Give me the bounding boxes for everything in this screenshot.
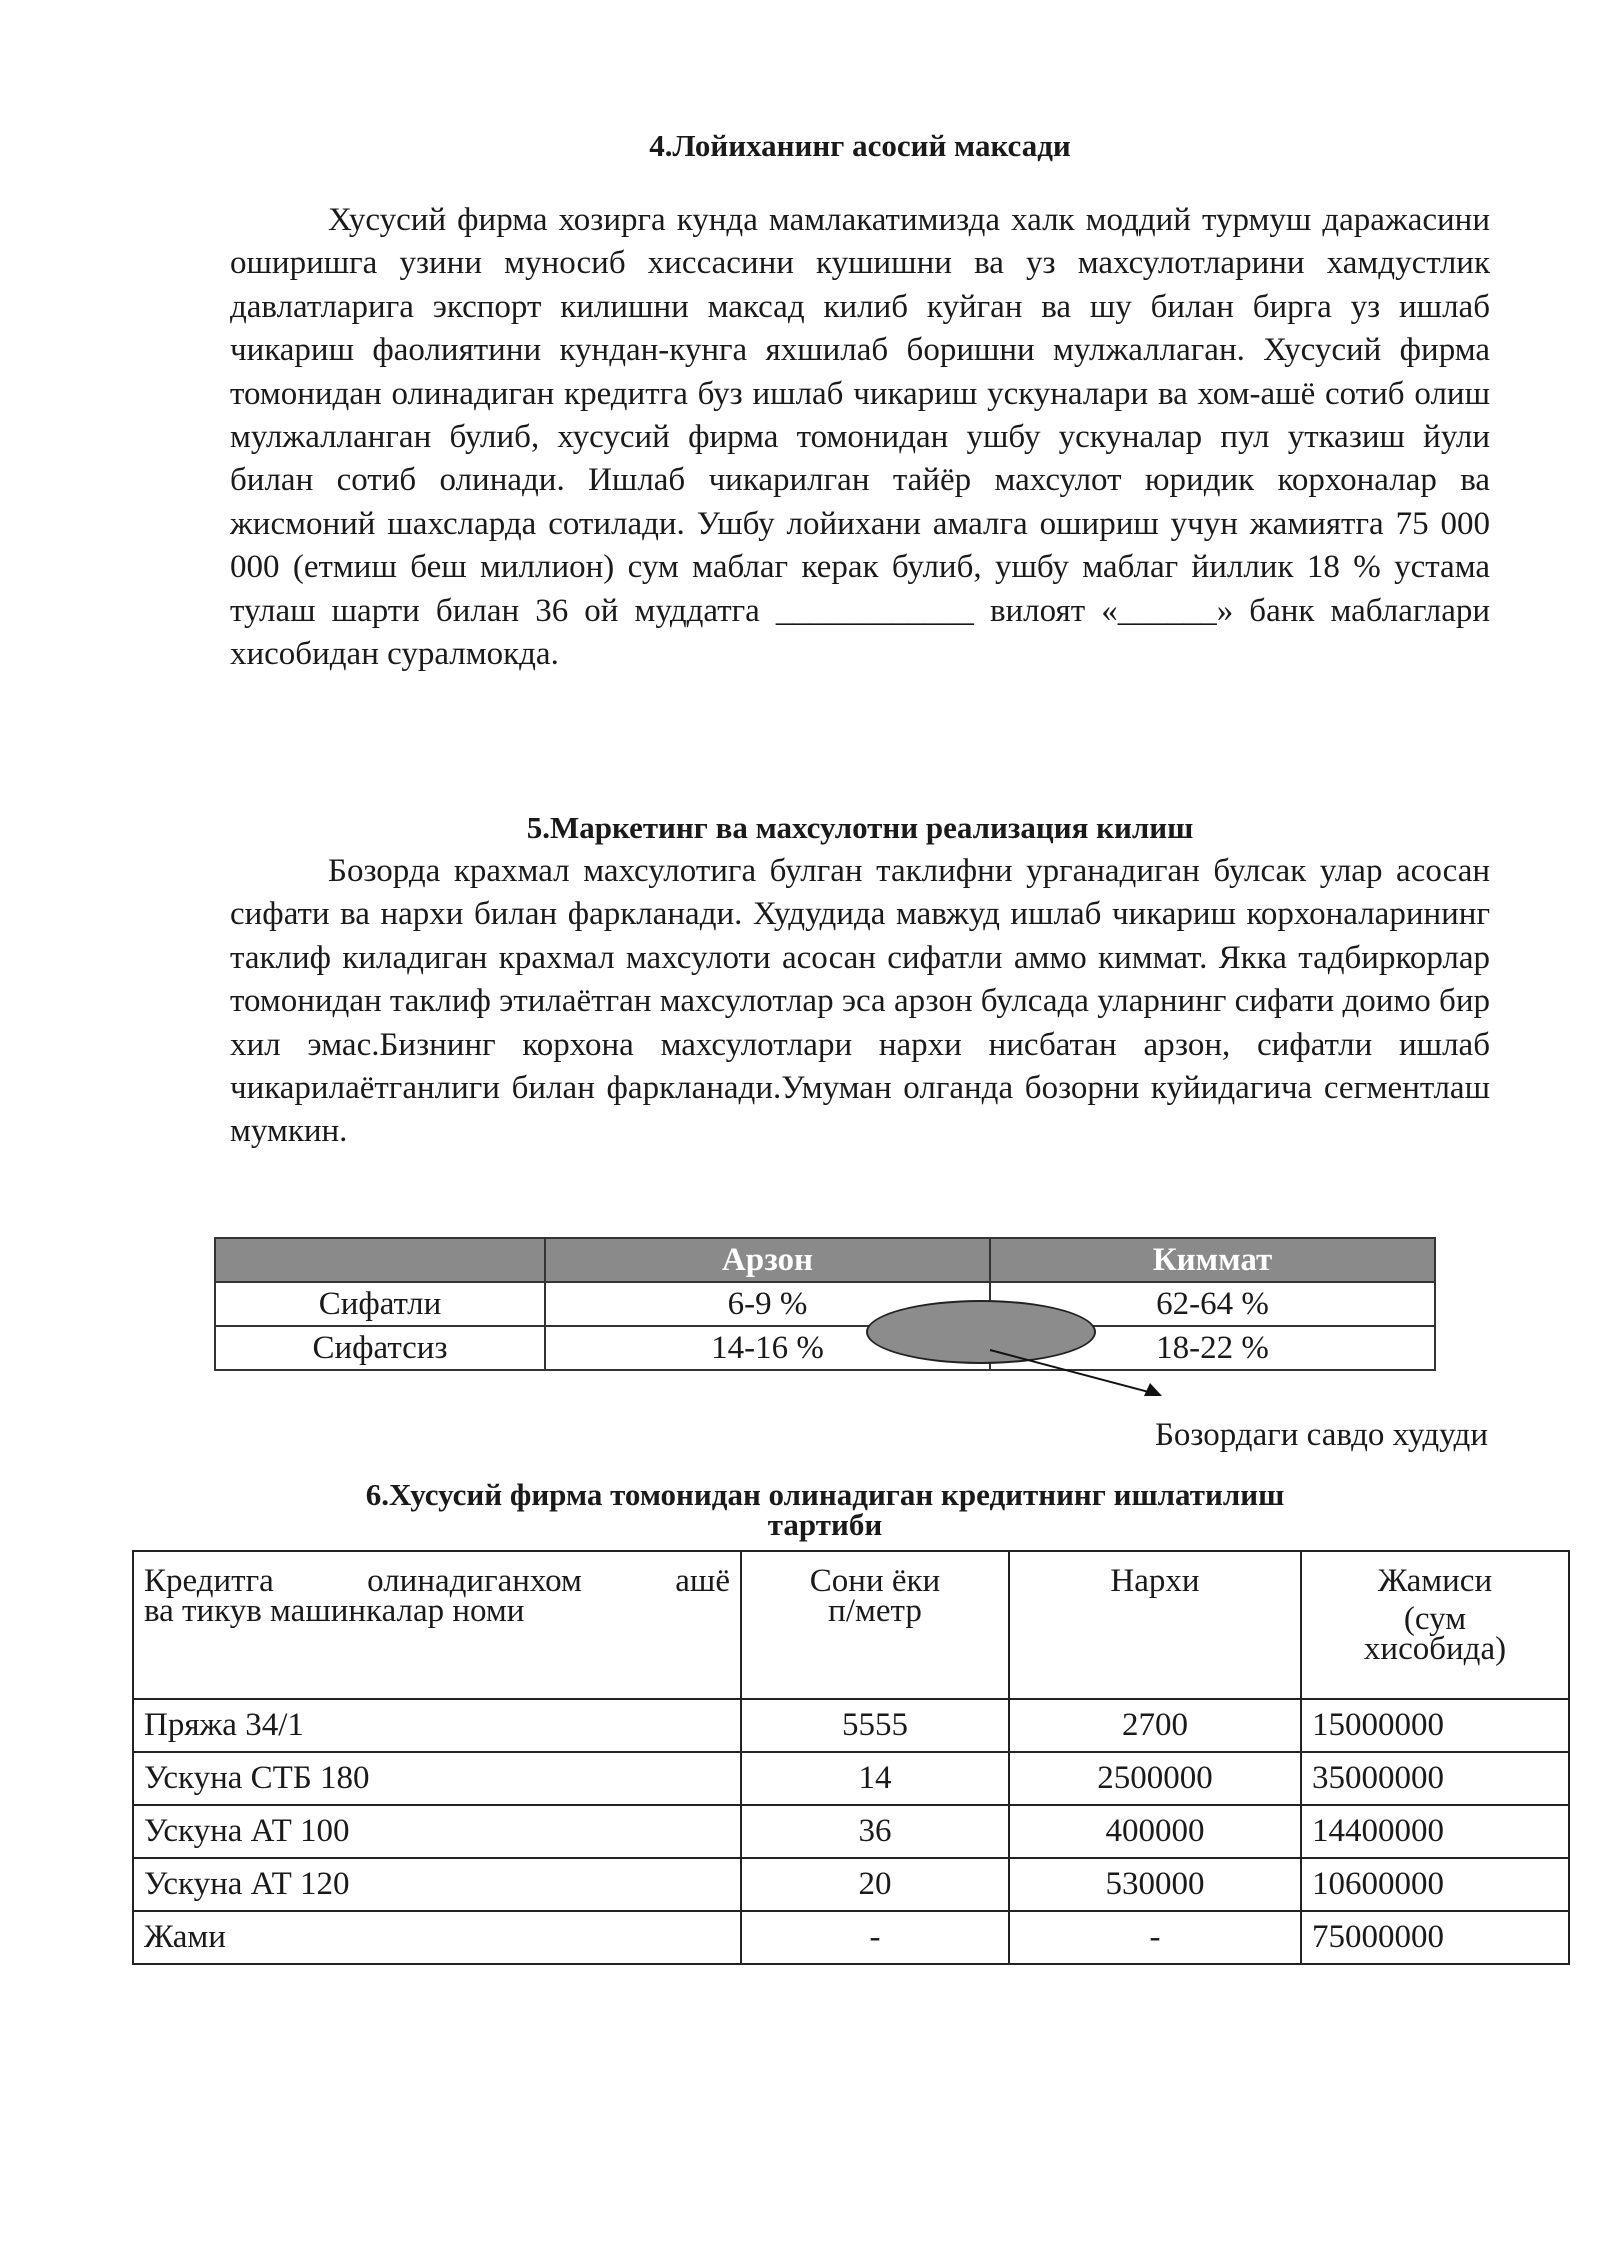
credit-usage-table: [132, 1550, 1570, 1965]
section-4-title: 4.Лойиханинг асосий максади: [649, 128, 1071, 163]
credit-item-qty: 5555: [741, 1699, 1009, 1752]
market-table-cell: 6-9 %: [545, 1282, 990, 1326]
market-table-cell: 62-64 %: [990, 1282, 1435, 1326]
market-zone-caption: Бозордаги савдо худуди: [1154, 1417, 1488, 1453]
market-table-cell: Сифатли: [215, 1282, 545, 1326]
credit-header-price: Нархи: [1009, 1551, 1301, 1699]
market-table-header-empty: [215, 1238, 545, 1282]
credit-table-row: [133, 1858, 1569, 1911]
credit-item-qty: 14: [741, 1752, 1009, 1805]
credit-item-name: Ускуна АТ 100: [133, 1805, 741, 1858]
credit-header-total: Жамиси (сум хисобида): [1301, 1551, 1569, 1699]
credit-header-name: Кредитга олинадиганхом ашё ва тикув машинкалар номи: [133, 1551, 741, 1699]
credit-item-name: Ускуна АТ 120: [133, 1858, 741, 1911]
credit-item-price: 400000: [1009, 1805, 1301, 1858]
section-5-title: 5.Маркетинг ва махсулотни реализация килиш: [526, 810, 1194, 845]
market-segment-table: [214, 1237, 1436, 1371]
section-4-paragraph: Хусусий фирма хозирга кунда мамлакатимизда халк моддий турмуш даражасини оширишга узини муносиб хиссасини кушишни ва уз махсулотларини хамдустлик давлатларига экспорт килишни максад килиб куйган ва шу билан бирга уз ишлаб чикариш фаолиятини кундан-кунга яхшилаб боришни мулжаллаган. Хусусий фирма томонидан олинадиган кредитга буз ишлаб чикариш ускуналари ва хом-ашё сотиб олиш мулжалланган булиб, хусусий фирма томонидан ушбу ускуналар пул утказиш йули билан сотиб олинади. Ишлаб чикарилган тайёр махсулот юридик корхоналар ва жисмоний шахсларда сотилади. Ушбу лойихани амалга ошириш учун жамиятга 75 000 000 (етмиш беш миллион) сум маблаг керак булиб, ушбу маблаг йиллик 18 % устама тулаш шарти билан 36 ой муддатга ____________ вилоят «______» банк маблаглари хисобидан суралмокда.: [230, 202, 1490, 673]
credit-item-total: 35000000: [1301, 1752, 1569, 1805]
section-6-title-line2: тартиби: [767, 1507, 883, 1542]
market-table-header-cheap: Арзон: [545, 1238, 990, 1282]
credit-table-row: [133, 1699, 1569, 1752]
credit-total-price: -: [1009, 1911, 1301, 1964]
pointer-arrow: [990, 1350, 1170, 1410]
credit-item-total: 14400000: [1301, 1805, 1569, 1858]
credit-item-price: 530000: [1009, 1858, 1301, 1911]
credit-item-qty: 36: [741, 1805, 1009, 1858]
section-6-title-line1: 6.Хусусий фирма томонидан олинадиган кредитнинг ишлатилиш: [365, 1477, 1285, 1512]
credit-total-qty: -: [741, 1911, 1009, 1964]
credit-item-name: Ускуна СТБ 180: [133, 1752, 741, 1805]
credit-table-total-row: [133, 1911, 1569, 1964]
market-table-row: [215, 1282, 1435, 1326]
credit-item-total: 15000000: [1301, 1699, 1569, 1752]
credit-item-qty: 20: [741, 1858, 1009, 1911]
credit-table-row: [133, 1752, 1569, 1805]
section-6-title: [170, 1477, 1480, 1542]
market-table-header-row: [215, 1238, 1435, 1282]
market-table-header-expensive: Киммат: [990, 1238, 1435, 1282]
market-table-cell: 14-16 %: [545, 1326, 990, 1370]
credit-table-row: [133, 1805, 1569, 1858]
credit-total-label: Жами: [133, 1911, 741, 1964]
credit-item-name: Пряжа 34/1: [133, 1699, 741, 1752]
credit-header-qty: Сони ёки п/метр: [741, 1551, 1009, 1699]
credit-item-price: 2500000: [1009, 1752, 1301, 1805]
credit-item-price: 2700: [1009, 1699, 1301, 1752]
credit-table-header-row: [133, 1551, 1569, 1699]
credit-total-sum: 75000000: [1301, 1911, 1569, 1964]
market-table-row: [215, 1326, 1435, 1370]
market-table-cell: Сифатсиз: [215, 1326, 545, 1370]
market-table-cell: 18-22 %: [990, 1326, 1435, 1370]
section-5-paragraph: Бозорда крахмал махсулотига булган таклифни урганадиган булсак улар асосан сифати ва нархи билан фаркланади. Худудида мавжуд ишлаб чикариш корхоналарининг таклиф киладиган крахмал махсулоти асосан сифатли аммо киммат. Якка тадбиркорлар томонидан таклиф этилаётган махсулотлар эса арзон булсада уларнинг сифати доимо бир хил эмас.Бизнинг корхона махсулотлари нархи нисбатан арзон, сифатли ишлаб чикарилаётганлиги билан фаркланади.Умуман олганда бозорни куйидагича сегментлаш мумкин.: [230, 853, 1490, 1150]
credit-item-total: 10600000: [1301, 1858, 1569, 1911]
